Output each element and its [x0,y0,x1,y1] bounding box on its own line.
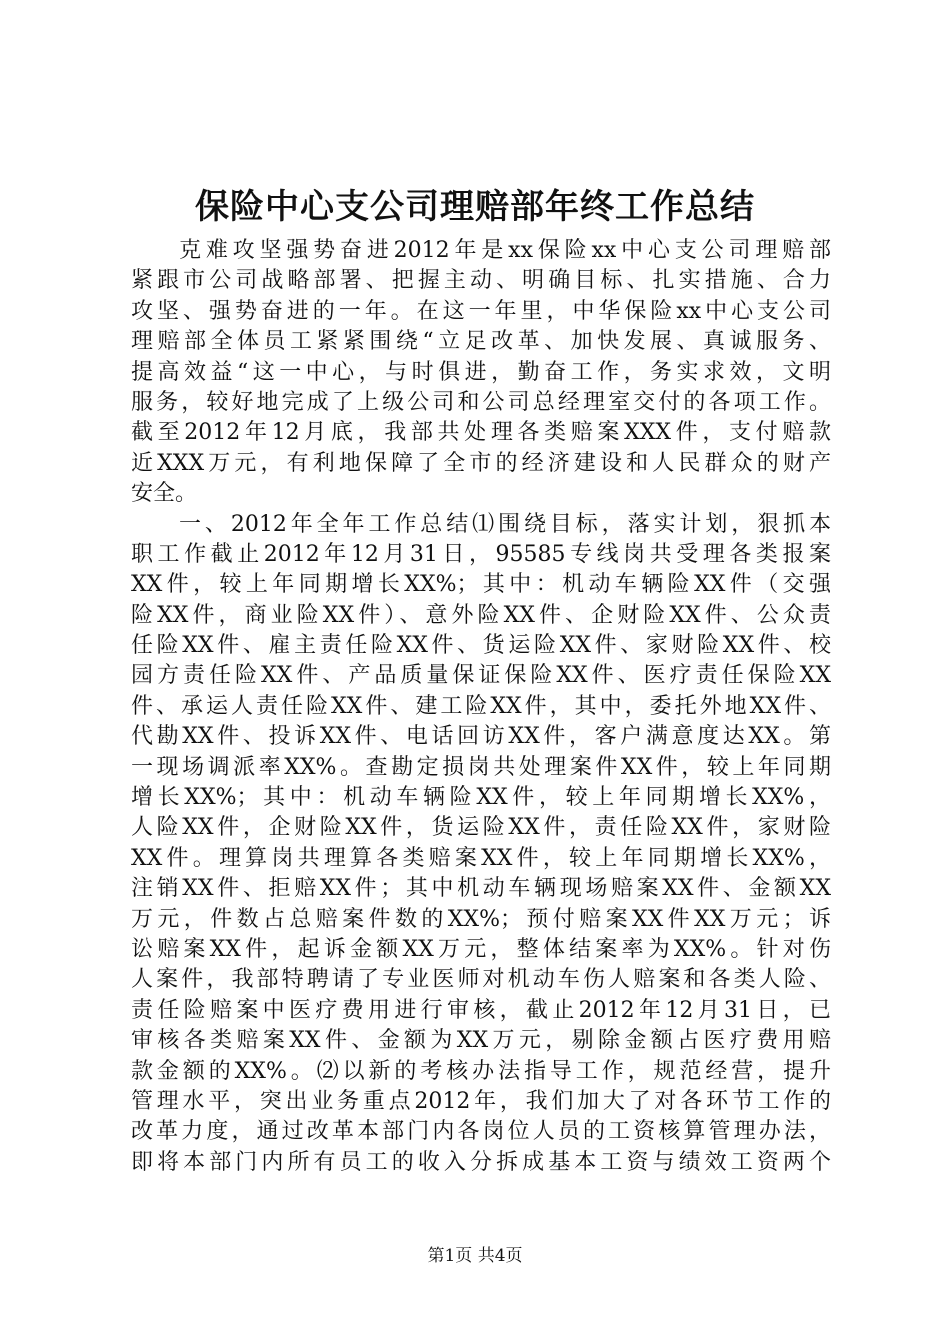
body-line: 职工作截止2012年12月31日，95585专线岗共受理各类报案 [131,541,831,567]
body-line: 款金额的XX%。⑵以新的考核办法指导工作，规范经营，提升 [131,1058,831,1084]
body-line: 安全。 [131,481,198,507]
body-line: 险XX件，商业险XX件）、意外险XX件、企财险XX件、公众责 [131,602,831,628]
body-line: 一现场调派率XX%。查勘定损岗共处理案件XX件，较上年同期 [131,754,831,780]
body-line: 代勘XX件、投诉XX件、电话回访XX件，客户满意度达XX。第 [131,724,831,750]
body-line: 任险XX件、雇主责任险XX件、货运险XX件、家财险XX件、校 [131,633,831,659]
body-line: 管理水平，突出业务重点2012年，我们加大了对各环节工作的 [131,1088,831,1114]
body-line: 人险XX件，企财险XX件，货运险XX件，责任险XX件，家财险 [131,815,831,841]
body-line: 注销XX件、拒赔XX件；其中机动车辆现场赔案XX件、金额XX [131,876,831,902]
body-line: XX件。理算岗共理算各类赔案XX件，较上年同期增长XX%， [131,845,831,871]
body-line: XX件，较上年同期增长XX%；其中：机动车辆险XX件（交强 [131,572,831,598]
body-line: 攻坚、强势奋进的一年。在这一年里，中华保险xx中心支公司 [131,298,831,324]
body-line: 服务，较好地完成了上级公司和公司总经理室交付的各项工作。 [131,389,831,415]
document-title: 保险中心支公司理赔部年终工作总结 [195,187,755,227]
body-line: 即将本部门内所有员工的收入分拆成基本工资与绩效工资两个 [131,1149,831,1175]
body-line: 一、2012年全年工作总结⑴围绕目标，落实计划，狠抓本 [179,511,831,537]
body-line: 提高效益“这一中心，与时俱进，勤奋工作，务实求效，文明 [131,359,831,385]
body-line: 园方责任险XX件、产品质量保证保险XX件、医疗责任保险XX [131,663,831,689]
body-line: 人案件，我部特聘请了专业医师对机动车伤人赔案和各类人险、 [131,967,831,993]
body-line: 理赔部全体员工紧紧围绕“立足改革、加快发展、真诚服务、 [131,329,831,355]
body-line: 审核各类赔案XX件、金额为XX万元，剔除金额占医疗费用赔 [131,1028,831,1054]
body-line: 责任险赔案中医疗费用进行审核，截止2012年12月31日，已 [131,997,831,1023]
body-line: 增长XX%；其中：机动车辆险XX件，较上年同期增长XX%， [131,785,831,811]
body-line: 紧跟市公司战略部署、把握主动、明确目标、扎实措施、合力 [131,268,831,294]
body-line: 截至2012年12月底，我部共处理各类赔案XXX件，支付赔款 [131,420,831,446]
body-line: 件、承运人责任险XX件、建工险XX件，其中，委托外地XX件、 [131,693,831,719]
body-line: 近XXX万元，有利地保障了全市的经济建设和人民群众的财产 [131,450,831,476]
page-number-footer: 第1页 共4页 [427,1246,523,1266]
body-line: 改革力度，通过改革本部门内各岗位人员的工资核算管理办法， [131,1119,831,1145]
document-body [131,236,831,1178]
body-line: 万元，件数占总赔案件数的XX%；预付赔案XX件XX万元；诉 [131,906,831,932]
body-line: 克难攻坚强势奋进2012年是xx保险xx中心支公司理赔部 [179,238,831,263]
body-line: 讼赔案XX件，起诉金额XX万元，整体结案率为XX%。针对伤 [131,936,831,962]
